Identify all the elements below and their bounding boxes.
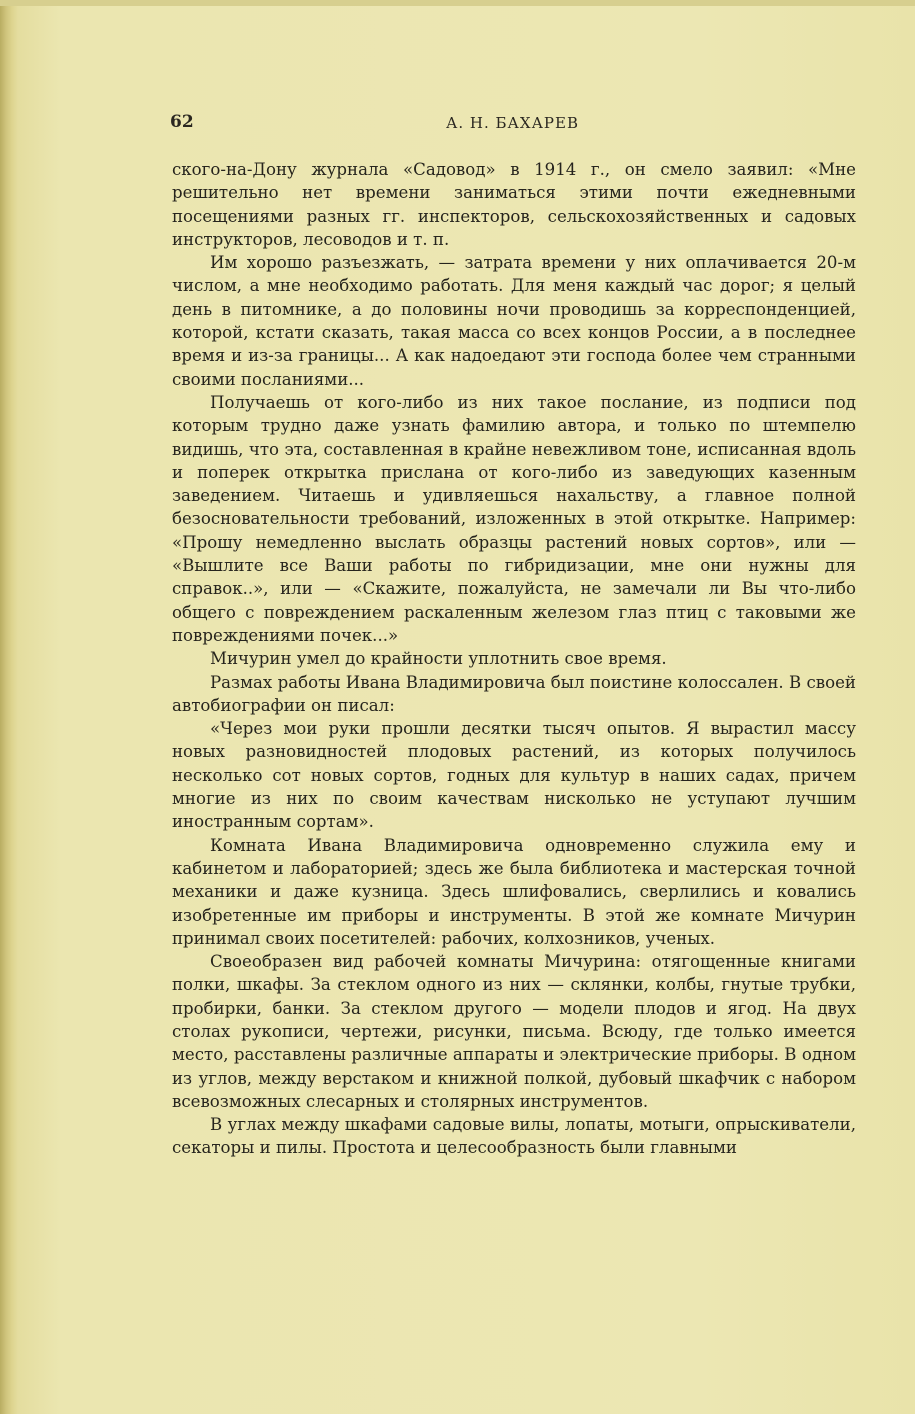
paragraph: Размах работы Ивана Владимировича был поистине колоссален. В своей автобиографии он писал:: [172, 672, 856, 715]
quote-paragraph: «Через мои руки прошли десятки тысяч опытов. Я вырастил массу новых разновидностей плодовых растений, из которых получилось несколько сот новых сортов, годных для культур в наших садах, причем многие из них по своим качествам нисколько не уступают лучшим иностранным сортам».: [172, 719, 856, 832]
book-spine-shadow: [0, 0, 18, 1414]
page-number: 62: [170, 112, 194, 132]
paragraph: В углах между шкафами садовые вилы, лопаты, мотыги, опрыскиватели, секаторы и пилы. Простота и целесообразность были главными: [172, 1115, 856, 1158]
page-header: [170, 108, 855, 138]
paragraph: ского-на-Дону журнала «Садовод» в 1914 г., он смело заявил: «Мне решительно нет времени заниматься этими почти ежедневными посещениями разных гг. инспекторов, сельскохозяйственных и садовых инструкторов, лесоводов и т. п.: [172, 160, 856, 249]
body-text: [172, 158, 856, 1160]
paragraph: Получаешь от кого-либо из них такое послание, из подписи под которым трудно даже узнать фамилию автора, и только по штемпелю видишь, что эта, составленная в крайне невежливом тоне, исписанная вдоль и поперек открытка прислана от кого-либо из заведующих казенным заведением. Читаешь и удивляешься нахальству, а главное полной безосновательности требований, изложенных в этой открытке. Например: «Прошу немедленно выслать образцы растений новых сортов», или — «Вышлите все Ваши работы по гибридизации, мне они нужны для справок..», или — «Скажите, пожалуйста, не замечали ли Вы что-либо общего с повреждением раскаленным железом глаз птиц с таковыми же повреждениями почек...»: [172, 392, 856, 645]
page-top-edge: [0, 0, 915, 6]
paragraph: Своеобразен вид рабочей комнаты Мичурина: отягощенные книгами полки, шкафы. За стеклом одного из них — склянки, колбы, гнутые трубки, пробирки, банки. За стеклом другого — модели плодов и ягод. На двух столах рукописи, чертежи, рисунки, письма. Всюду, где только имеется место, расставлены различные аппараты и электрические приборы. В одном из углов, между верстаком и книжной полкой, дубовый шкафчик с набором всевозможных слесарных и столярных инструментов.: [172, 952, 856, 1111]
paragraph: Комната Ивана Владимировича одновременно служила ему и кабинетом и лабораторией; здесь же была библиотека и мастерская точной механики и даже кузница. Здесь шлифовались, сверлились и ковались изобретенные им приборы и инструменты. В этой же комнате Мичурин принимал своих посетителей: рабочих, колхозников, ученых.: [172, 835, 856, 948]
running-head: А. Н. БАХАРЕВ: [446, 114, 579, 132]
paragraph: Мичурин умел до крайности уплотнить свое время.: [210, 649, 667, 669]
paragraph: Им хорошо разъезжать, — затрата времени у них оплачивается 20-м числом, а мне необходимо работать. Для меня каждый час дорог; я целый день в питомнике, а до половины ночи проводишь за корреспонденцией, которой, кстати сказать, такая масса со всех концов России, а в последнее время и из-за границы... А как надоедают эти господа более чем странными своими посланиями...: [172, 253, 856, 389]
